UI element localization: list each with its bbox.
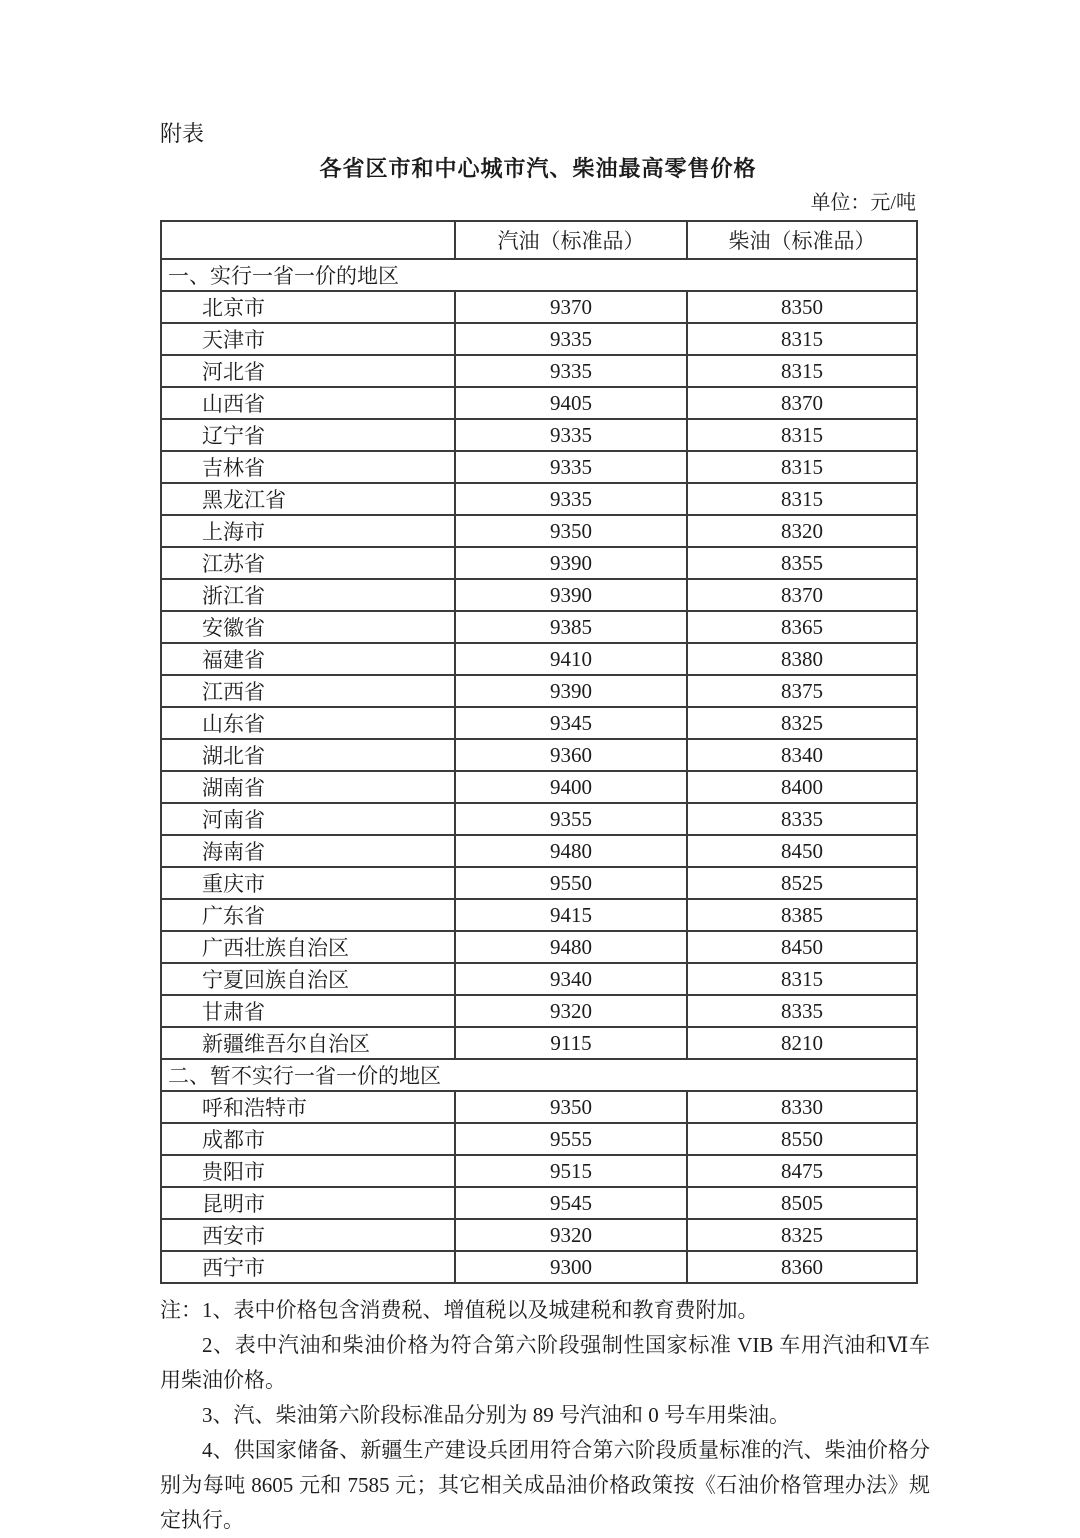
diesel-price-cell: 8330: [687, 1091, 917, 1123]
gasoline-price-cell: 9480: [455, 835, 687, 867]
table-row: [161, 963, 917, 995]
region-cell: 吉林省: [161, 451, 455, 483]
region-cell: 新疆维吾尔自治区: [161, 1027, 455, 1059]
diesel-price-cell: 8325: [687, 1219, 917, 1251]
gasoline-price-cell: 9480: [455, 931, 687, 963]
table-row: [161, 1123, 917, 1155]
note-item: 2、表中汽油和柴油价格为符合第六阶段强制性国家标准 VIB 车用汽油和Ⅵ车用柴油价格。: [160, 1333, 930, 1392]
table-row: [161, 323, 917, 355]
gasoline-price-cell: 9545: [455, 1187, 687, 1219]
diesel-price-cell: 8335: [687, 803, 917, 835]
region-cell: 山东省: [161, 707, 455, 739]
gasoline-price-cell: 9335: [455, 483, 687, 515]
region-cell: 辽宁省: [161, 419, 455, 451]
table-header-row: [161, 221, 917, 259]
region-cell: 广东省: [161, 899, 455, 931]
diesel-price-cell: 8320: [687, 515, 917, 547]
appendix-label: 附表: [160, 121, 205, 146]
region-cell: 江苏省: [161, 547, 455, 579]
gasoline-price-cell: 9415: [455, 899, 687, 931]
gasoline-price-cell: 9360: [455, 739, 687, 771]
gasoline-price-cell: 9335: [455, 419, 687, 451]
gasoline-price-cell: 9410: [455, 643, 687, 675]
diesel-price-cell: 8350: [687, 291, 917, 323]
gasoline-price-cell: 9555: [455, 1123, 687, 1155]
table-row: [161, 707, 917, 739]
diesel-price-cell: 8380: [687, 643, 917, 675]
gasoline-price-cell: 9405: [455, 387, 687, 419]
table-row: [161, 1219, 917, 1251]
table-row: [161, 1155, 917, 1187]
region-cell: 安徽省: [161, 611, 455, 643]
region-cell: 山西省: [161, 387, 455, 419]
table-row: [161, 1187, 917, 1219]
table-row: [161, 675, 917, 707]
region-cell: 湖北省: [161, 739, 455, 771]
diesel-price-cell: 8525: [687, 867, 917, 899]
table-row: [161, 1251, 917, 1283]
diesel-price-cell: 8325: [687, 707, 917, 739]
region-cell: 宁夏回族自治区: [161, 963, 455, 995]
gasoline-price-cell: 9345: [455, 707, 687, 739]
table-row: [161, 643, 917, 675]
region-cell: 天津市: [161, 323, 455, 355]
gasoline-price-cell: 9335: [455, 355, 687, 387]
note-item: 4、供国家储备、新疆生产建设兵团用符合第六阶段质量标准的汽、柴油价格分别为每吨 8605 元和 7585 元；其它相关成品油价格政策按《石油价格管理办法》规定执行。: [160, 1438, 930, 1532]
gasoline-price-cell: 9370: [455, 291, 687, 323]
table-row: [161, 387, 917, 419]
diesel-price-cell: 8450: [687, 931, 917, 963]
diesel-price-cell: 8210: [687, 1027, 917, 1059]
column-header-gasoline: 汽油（标准品）: [455, 221, 687, 259]
region-cell: 浙江省: [161, 579, 455, 611]
diesel-price-cell: 8315: [687, 355, 917, 387]
diesel-price-cell: 8450: [687, 835, 917, 867]
table-row: [161, 835, 917, 867]
price-table-body: [161, 259, 917, 1283]
diesel-price-cell: 8375: [687, 675, 917, 707]
region-cell: 福建省: [161, 643, 455, 675]
diesel-price-cell: 8360: [687, 1251, 917, 1283]
table-row: [161, 1091, 917, 1123]
diesel-price-cell: 8335: [687, 995, 917, 1027]
section-heading-row: [161, 259, 917, 291]
region-cell: 广西壮族自治区: [161, 931, 455, 963]
diesel-price-cell: 8315: [687, 451, 917, 483]
diesel-price-cell: 8550: [687, 1123, 917, 1155]
table-row: [161, 995, 917, 1027]
region-cell: 西安市: [161, 1219, 455, 1251]
gasoline-price-cell: 9385: [455, 611, 687, 643]
gasoline-price-cell: 9390: [455, 579, 687, 611]
section-heading: 二、暂不实行一省一价的地区: [161, 1059, 917, 1091]
gasoline-price-cell: 9350: [455, 1091, 687, 1123]
diesel-price-cell: 8505: [687, 1187, 917, 1219]
region-cell: 甘肃省: [161, 995, 455, 1027]
region-cell: 贵阳市: [161, 1155, 455, 1187]
table-row: [161, 771, 917, 803]
region-cell: 海南省: [161, 835, 455, 867]
region-cell: 上海市: [161, 515, 455, 547]
diesel-price-cell: 8315: [687, 419, 917, 451]
region-cell: 昆明市: [161, 1187, 455, 1219]
gasoline-price-cell: 9300: [455, 1251, 687, 1283]
region-cell: 呼和浩特市: [161, 1091, 455, 1123]
table-row: [161, 291, 917, 323]
column-header-region: [161, 221, 455, 259]
table-row: [161, 1027, 917, 1059]
gasoline-price-cell: 9320: [455, 995, 687, 1027]
section-heading-row: [161, 1059, 917, 1091]
page-title: 各省区市和中心城市汽、柴油最高零售价格: [319, 156, 757, 181]
diesel-price-cell: 8370: [687, 387, 917, 419]
region-cell: 河北省: [161, 355, 455, 387]
table-row: [161, 803, 917, 835]
table-row: [161, 451, 917, 483]
region-cell: 成都市: [161, 1123, 455, 1155]
section-heading: 一、实行一省一价的地区: [161, 259, 917, 291]
gasoline-price-cell: 9335: [455, 451, 687, 483]
table-row: [161, 547, 917, 579]
region-cell: 湖南省: [161, 771, 455, 803]
diesel-price-cell: 8315: [687, 483, 917, 515]
price-table: [160, 220, 918, 1284]
diesel-price-cell: 8355: [687, 547, 917, 579]
diesel-price-cell: 8315: [687, 963, 917, 995]
table-row: [161, 483, 917, 515]
table-row: [161, 739, 917, 771]
table-row: [161, 867, 917, 899]
unit-label: 单位：元/吨: [810, 192, 916, 214]
diesel-price-cell: 8370: [687, 579, 917, 611]
gasoline-price-cell: 9515: [455, 1155, 687, 1187]
gasoline-price-cell: 9350: [455, 515, 687, 547]
region-cell: 西宁市: [161, 1251, 455, 1283]
region-cell: 北京市: [161, 291, 455, 323]
diesel-price-cell: 8475: [687, 1155, 917, 1187]
gasoline-price-cell: 9340: [455, 963, 687, 995]
region-cell: 江西省: [161, 675, 455, 707]
table-row: [161, 355, 917, 387]
table-row: [161, 579, 917, 611]
region-cell: 河南省: [161, 803, 455, 835]
table-row: [161, 931, 917, 963]
gasoline-price-cell: 9390: [455, 675, 687, 707]
column-header-diesel: 柴油（标准品）: [687, 221, 917, 259]
note-item: 3、汽、柴油第六阶段标准品分别为 89 号汽油和 0 号车用柴油。: [202, 1403, 790, 1427]
gasoline-price-cell: 9320: [455, 1219, 687, 1251]
diesel-price-cell: 8400: [687, 771, 917, 803]
document-content: [160, 0, 930, 1538]
diesel-price-cell: 8315: [687, 323, 917, 355]
note-item: 注：1、表中价格包含消费税、增值税以及城建税和教育费附加。: [160, 1298, 759, 1322]
gasoline-price-cell: 9335: [455, 323, 687, 355]
diesel-price-cell: 8365: [687, 611, 917, 643]
table-row: [161, 419, 917, 451]
gasoline-price-cell: 9390: [455, 547, 687, 579]
diesel-price-cell: 8385: [687, 899, 917, 931]
table-row: [161, 899, 917, 931]
table-row: [161, 515, 917, 547]
table-row: [161, 611, 917, 643]
gasoline-price-cell: 9355: [455, 803, 687, 835]
gasoline-price-cell: 9400: [455, 771, 687, 803]
region-cell: 黑龙江省: [161, 483, 455, 515]
gasoline-price-cell: 9115: [455, 1027, 687, 1059]
gasoline-price-cell: 9550: [455, 867, 687, 899]
diesel-price-cell: 8340: [687, 739, 917, 771]
region-cell: 重庆市: [161, 867, 455, 899]
notes: [160, 1293, 930, 1538]
